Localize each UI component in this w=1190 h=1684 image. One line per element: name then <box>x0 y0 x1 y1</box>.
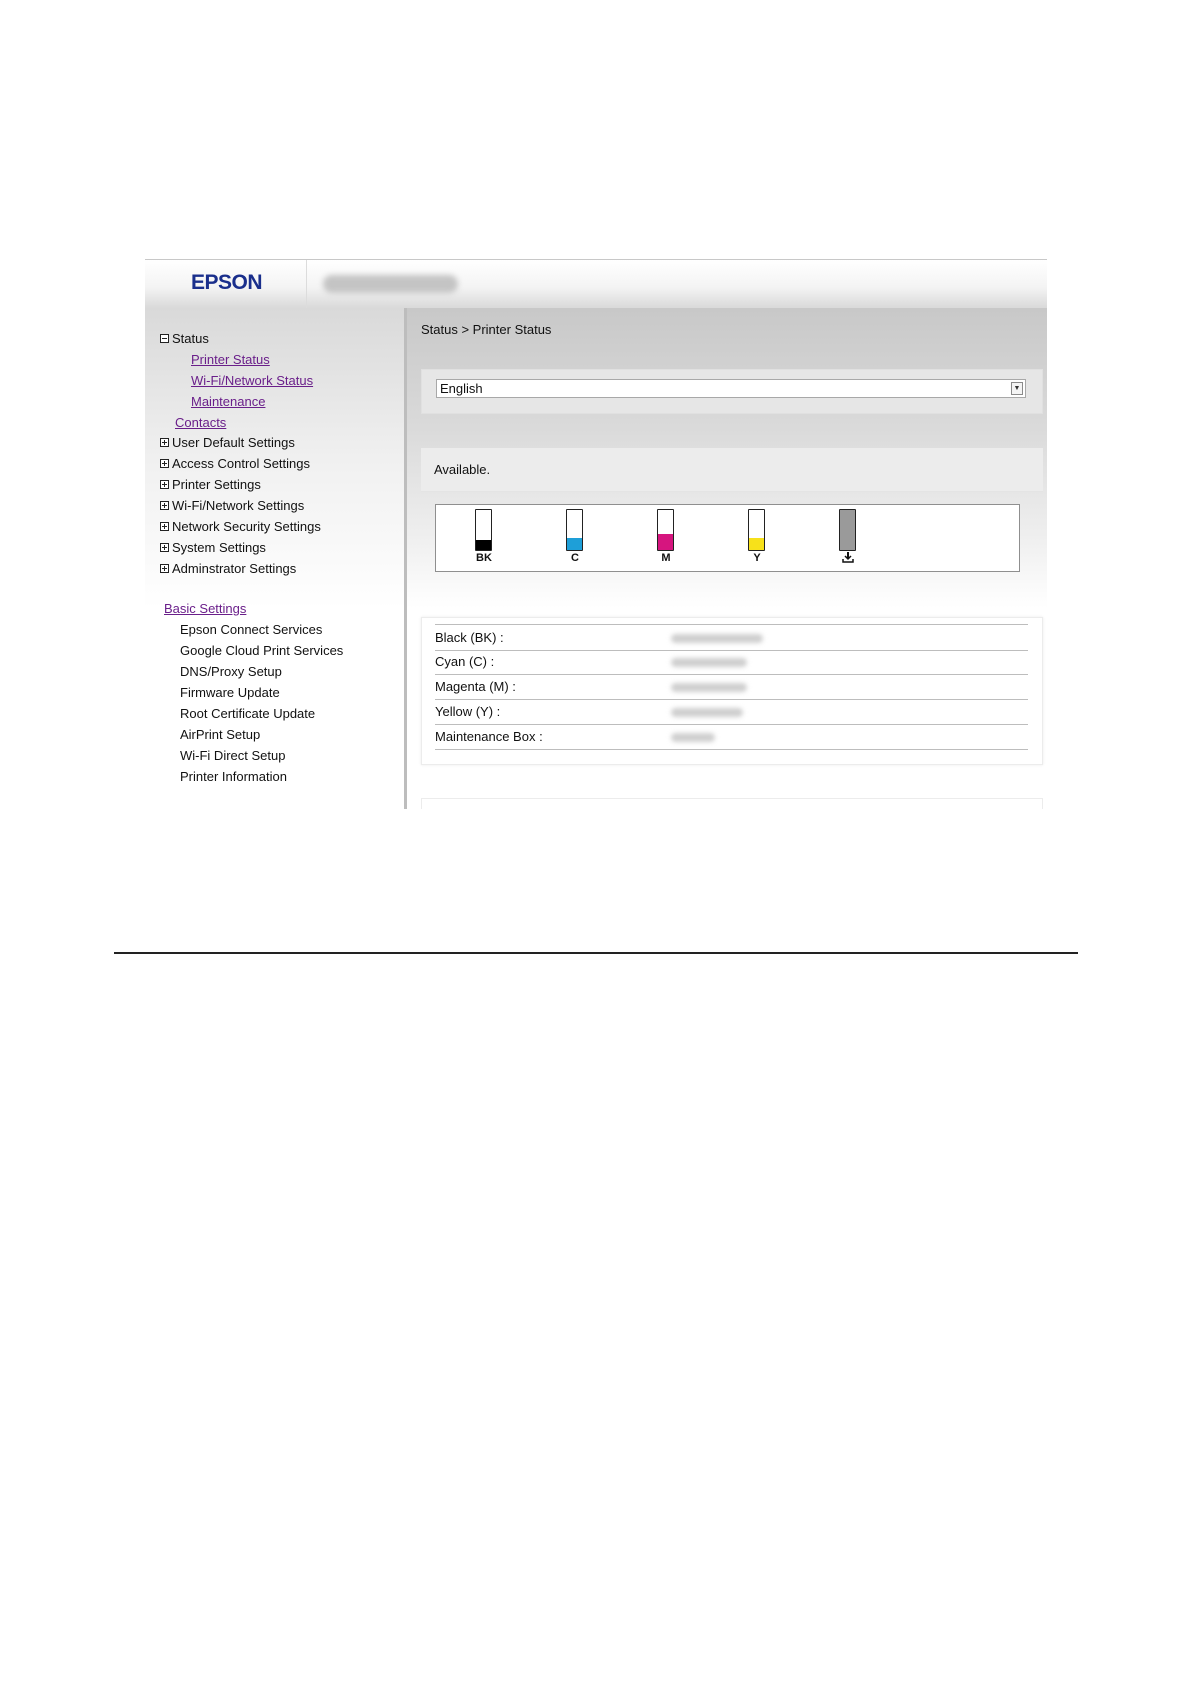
table-row-label: Cyan (C) : <box>435 654 495 669</box>
table-row-label: Magenta (M) : <box>435 679 516 694</box>
collapse-icon[interactable] <box>160 334 169 343</box>
expand-icon[interactable] <box>160 564 169 573</box>
ink-fill <box>749 538 764 550</box>
sidebar-group-system-settings[interactable] <box>160 540 266 556</box>
expand-icon[interactable] <box>160 543 169 552</box>
sidebar-group-printer-settings[interactable] <box>160 477 261 493</box>
sidebar-group-label: Wi-Fi/Network Settings <box>172 498 305 513</box>
bottom-panel <box>421 798 1043 809</box>
sidebar-group-label: System Settings <box>172 540 266 555</box>
ink-label: C <box>571 552 579 564</box>
language-select[interactable] <box>436 379 1026 398</box>
sidebar-group-label: Printer Settings <box>172 477 261 492</box>
ink-fill <box>567 538 582 550</box>
screenshot-frame <box>145 259 1047 809</box>
ink-tank <box>475 509 492 551</box>
ink-fill <box>476 540 491 550</box>
sidebar-group-network-security-settings[interactable] <box>160 519 321 535</box>
table-row <box>435 699 1028 725</box>
status-message: Available. <box>434 462 491 477</box>
table-row <box>435 649 1028 675</box>
expand-icon[interactable] <box>160 522 169 531</box>
table-row-label: Yellow (Y) : <box>435 704 501 719</box>
sidebar-item-root-certificate-update[interactable]: Root Certificate Update <box>180 706 316 721</box>
main-content <box>407 308 1047 809</box>
header-bar <box>145 259 1047 309</box>
sidebar-item-printer-information[interactable]: Printer Information <box>180 769 287 784</box>
sidebar-item-firmware-update[interactable]: Firmware Update <box>180 685 280 700</box>
language-panel <box>421 369 1043 414</box>
table-row <box>435 674 1028 700</box>
table-row-label: Maintenance Box : <box>435 729 543 744</box>
chevron-down-icon[interactable]: ▼ <box>1011 382 1023 395</box>
sidebar-group-label: Access Control Settings <box>172 456 311 471</box>
sidebar <box>145 308 407 809</box>
ink-levels-box <box>435 504 1020 572</box>
ink-tank <box>657 509 674 551</box>
sidebar-group-administrator-settings[interactable] <box>160 561 296 577</box>
expand-icon[interactable] <box>160 459 169 468</box>
ink-fill <box>840 510 855 550</box>
model-name-blurred <box>323 275 458 293</box>
sidebar-item-epson-connect-services[interactable]: Epson Connect Services <box>180 622 323 637</box>
sidebar-status-group[interactable] <box>160 331 209 347</box>
logo-cell <box>145 260 307 309</box>
expand-icon[interactable] <box>160 438 169 447</box>
ink-label: Y <box>753 552 761 564</box>
sidebar-basic-settings-link[interactable]: Basic Settings <box>164 601 247 616</box>
ink-tank <box>839 509 856 551</box>
table-row-value-blurred <box>671 708 743 717</box>
ink-fill <box>658 534 673 550</box>
table-row-value-blurred <box>671 634 763 643</box>
sidebar-group-label: User Default Settings <box>172 435 295 450</box>
sidebar-item-google-cloud-print-services[interactable]: Google Cloud Print Services <box>180 643 344 658</box>
sidebar-item-wifi-direct-setup[interactable]: Wi-Fi Direct Setup <box>180 748 286 763</box>
table-row <box>435 624 1028 651</box>
table-row-value-blurred <box>671 658 747 667</box>
sidebar-group-wifi-network-settings[interactable] <box>160 498 304 514</box>
ink-label: M <box>661 552 671 564</box>
sidebar-item-printer-status[interactable]: Printer Status <box>191 352 270 367</box>
status-panel <box>421 448 1043 492</box>
ink-tank <box>748 509 765 551</box>
maintenance-box-icon <box>842 552 854 563</box>
ink-label: BK <box>476 552 492 564</box>
sidebar-item-wifi-network-status[interactable]: Wi-Fi/Network Status <box>191 373 314 388</box>
table-row-value-blurred <box>671 733 715 742</box>
sidebar-group-label: Adminstrator Settings <box>172 561 297 576</box>
sidebar-status-label: Status <box>172 331 209 346</box>
epson-logo: EPSON <box>191 271 263 294</box>
sidebar-item-airprint-setup[interactable]: AirPrint Setup <box>180 727 261 742</box>
sidebar-group-access-control-settings[interactable] <box>160 456 310 472</box>
table-row <box>435 724 1028 750</box>
sidebar-group-label: Network Security Settings <box>172 519 321 534</box>
table-row-value-blurred <box>671 683 747 692</box>
language-select-value: English <box>440 381 483 396</box>
sidebar-item-maintenance[interactable]: Maintenance <box>191 394 266 409</box>
sidebar-item-dns-proxy-setup[interactable]: DNS/Proxy Setup <box>180 664 282 679</box>
sidebar-item-contacts[interactable]: Contacts <box>175 415 227 430</box>
ink-tank <box>566 509 583 551</box>
expand-icon[interactable] <box>160 480 169 489</box>
table-row-label: Black (BK) : <box>435 630 504 645</box>
sidebar-group-user-default-settings[interactable] <box>160 435 295 451</box>
breadcrumb: Status > Printer Status <box>421 322 552 337</box>
ink-levels-table <box>421 617 1043 765</box>
expand-icon[interactable] <box>160 501 169 510</box>
page-divider <box>114 952 1078 954</box>
